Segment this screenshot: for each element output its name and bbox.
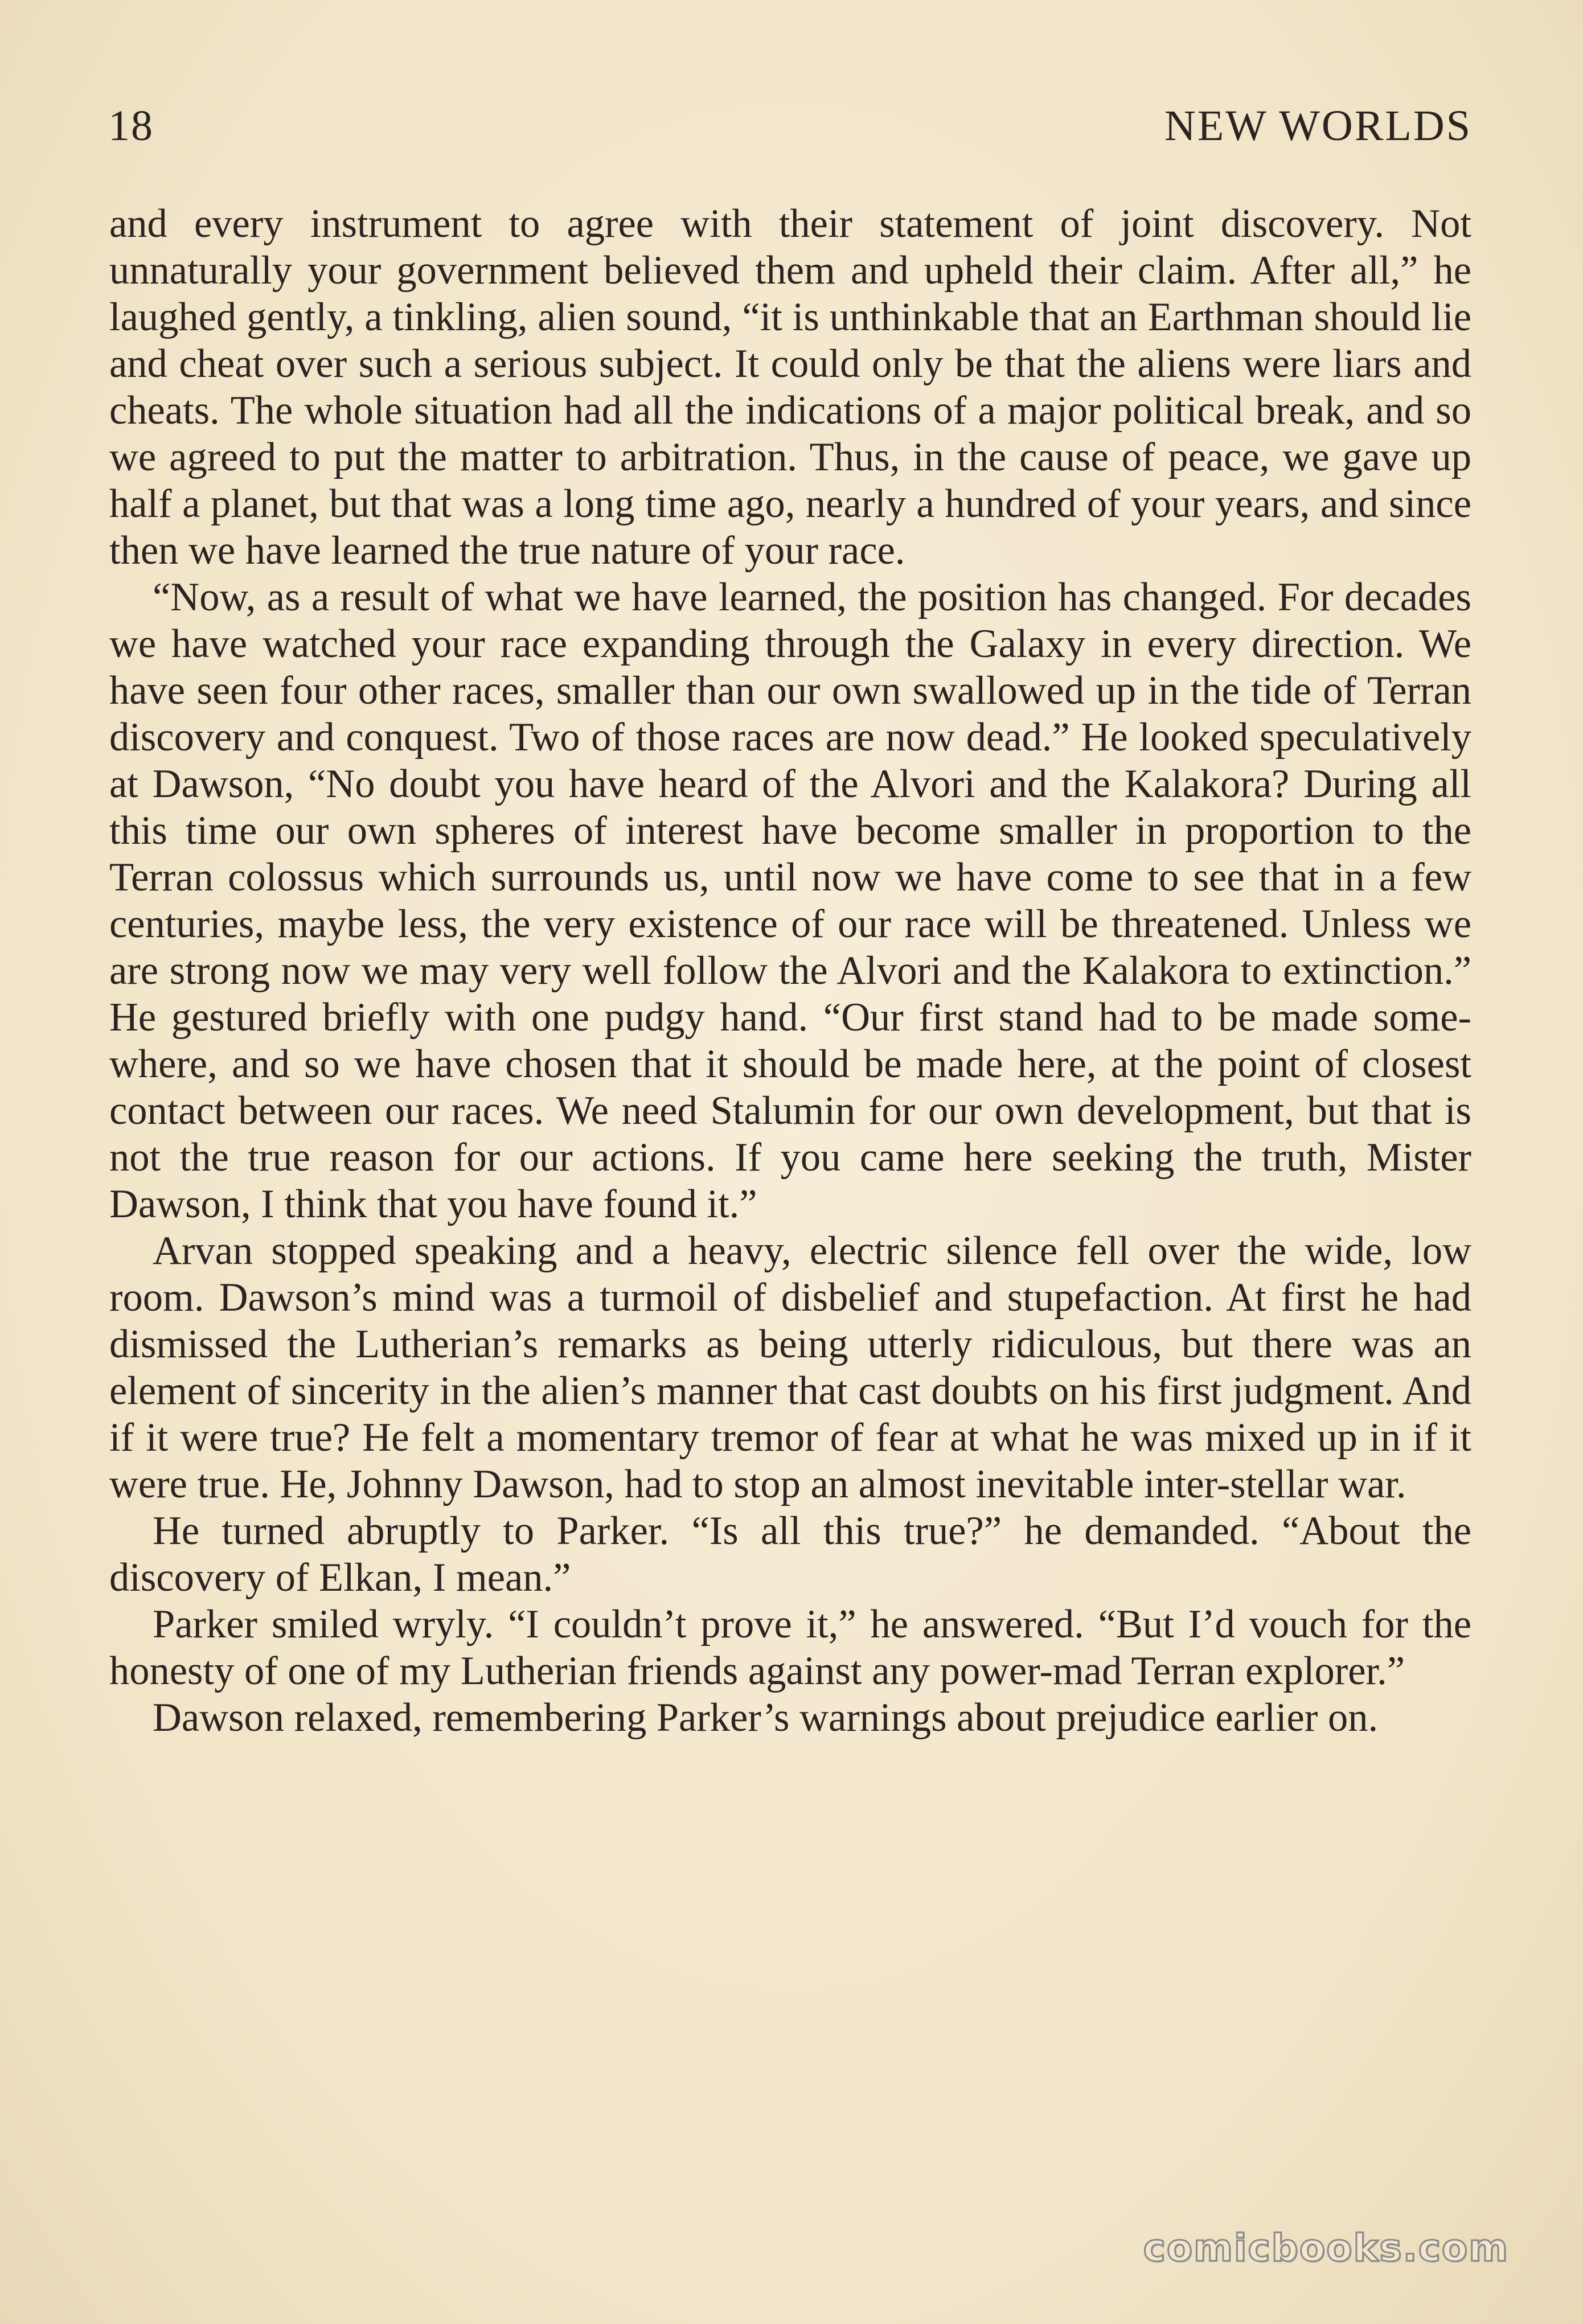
body-text: [109, 200, 1471, 1741]
paragraph: Arvan stopped speaking and a heavy, electric silence fell over the wide, low room. Dawson’s mind was a turmoil of disbelief and stupefaction. At first he had dismissed the Lutherian’s remarks as being utterly ridiculous, but there was an element of sincerity in the alien’s manner that cast doubts on his first judgment. And if it were true? He felt a momentary tremor of fear at what he was mixed up in if it were true. He, Johnny Dawson, had to stop an almost inevitable inter-stellar war.: [109, 1229, 1471, 1506]
page-number: 18: [108, 102, 154, 150]
paragraph: He turned abruptly to Parker. “Is all this true?” he demanded. “About the discovery of Elkan, I mean.”: [109, 1509, 1471, 1600]
paragraph: “Now, as a result of what we have learned, the position has changed. For decades we have watched your race expanding through the Galaxy in every direction. We have seen four other races, smaller than our own swallowed up in the tide of Terran discovery and conquest. Two of those races are now dead.” He looked speculatively at Dawson, “No doubt you have heard of the Alvori and the Kalakora? During all this time our own spheres of interest have become smaller in proportion to the Terran colossus which surrounds us, until now we have come to see that in a few centuries, maybe less, the very existence of our race will be threatened. Unless we are strong now we may very well follow the Alvori and the Kalakora to extinction.” He gestured briefly with one pudgy hand. “Our first stand had to be made somewhere, and so we have chosen that it should be made here, at the point of closest contact between our races. We need Stalumin for our own development, but that is not the true reason for our actions. If you came here seeking the truth, Mister Dawson, I think that you have found it.”: [109, 575, 1471, 1226]
running-head: NEW WORLDS: [1164, 102, 1472, 150]
paragraph: Dawson relaxed, remembering Parker’s warnings about prejudice earlier on.: [153, 1695, 1379, 1740]
page-header: [108, 101, 1472, 158]
paragraph: Parker smiled wryly. “I couldn’t prove it,” he answered. “But I’d vouch for the honesty of one of my Lutherian friends against any power-mad Terran explorer.”: [109, 1602, 1471, 1693]
watermark: comicbooks.com: [1143, 2226, 1509, 2270]
paragraph: and every instrument to agree with their statement of joint discovery. Not unnaturally your government believed them and upheld their claim. After all,” he laughed gently, a tinkling, alien sound, “it is unthinkable that an Earthman should lie and cheat over such a serious subject. It could only be that the aliens were liars and cheats. The whole situation had all the indications of a major political break, and so we agreed to put the matter to arbitration. Thus, in the cause of peace, we gave up half a planet, but that was a long time ago, nearly a hundred of your years, and since then we have learned the true nature of your race.: [109, 202, 1471, 573]
